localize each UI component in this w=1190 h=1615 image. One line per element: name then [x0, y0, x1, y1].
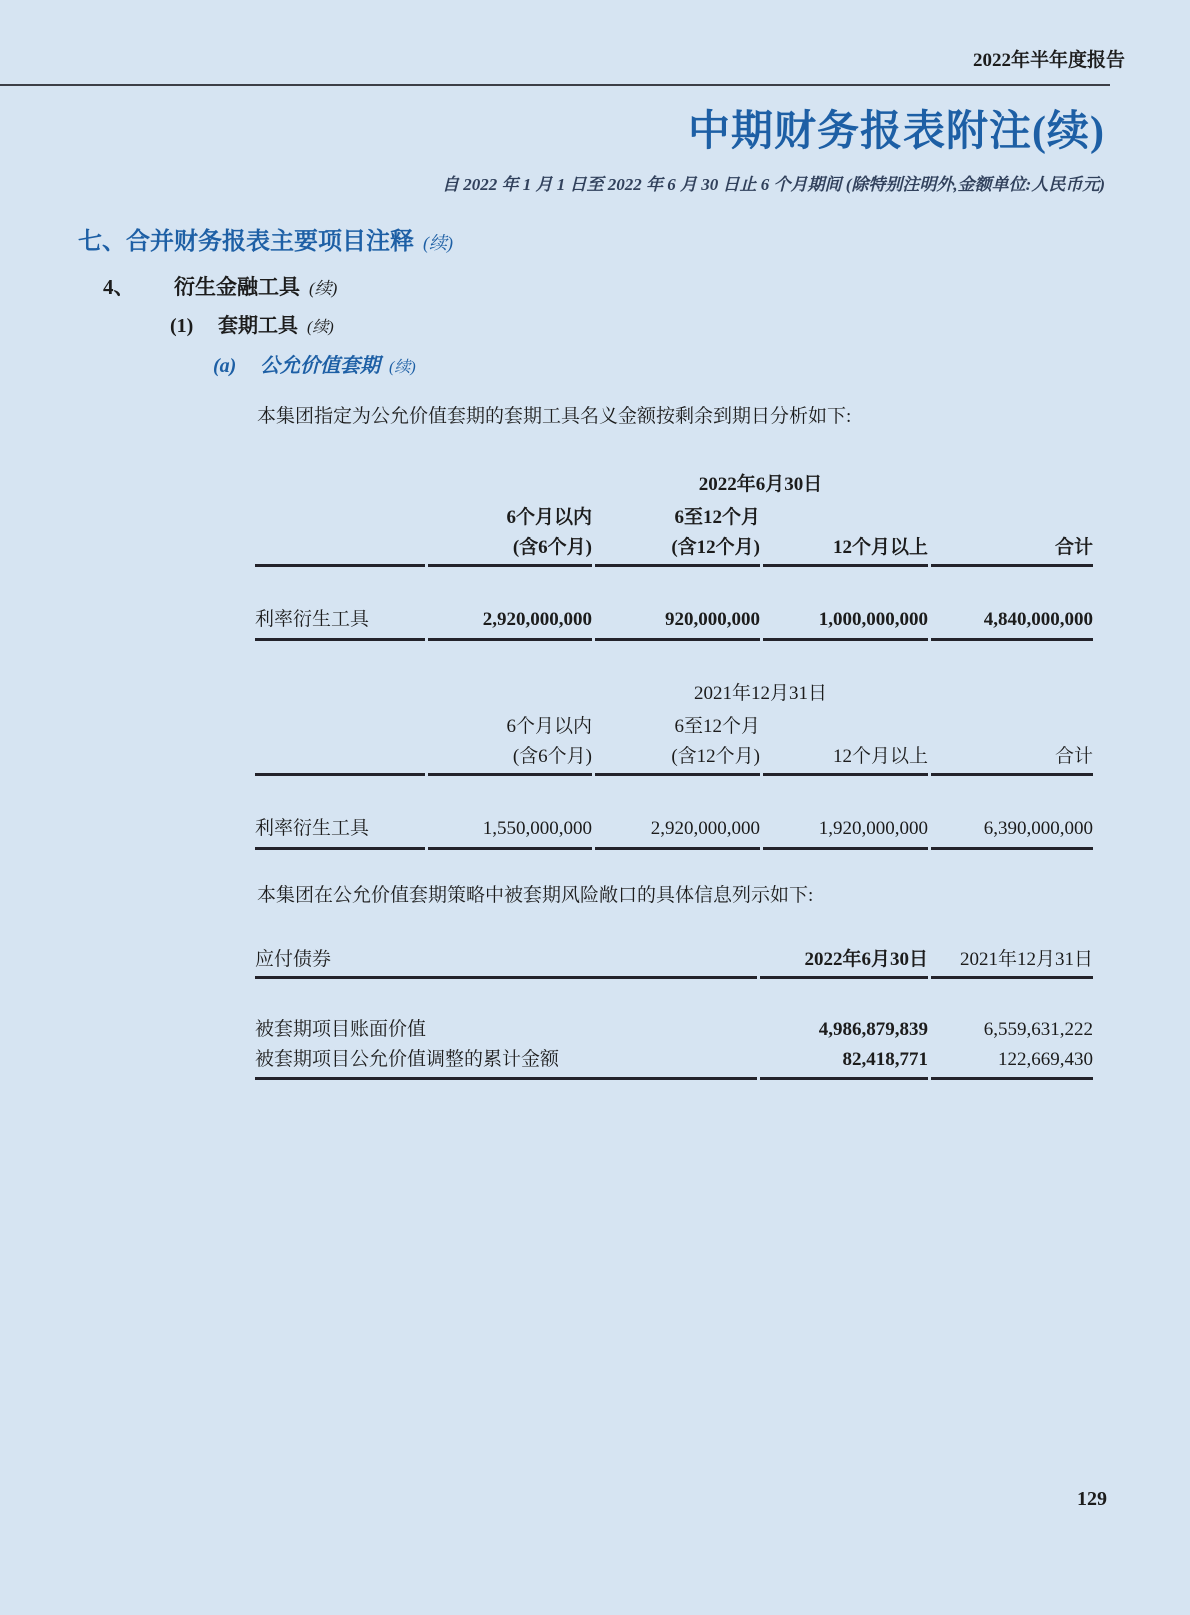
- maturity-table-2022: [255, 474, 1093, 641]
- subsection-heading-text: 衍生金融工具: [174, 275, 300, 299]
- cell-value: 1,550,000,000: [428, 776, 592, 850]
- column-header: 6至12个月: [674, 716, 760, 737]
- column-header: (含12个月): [595, 537, 760, 567]
- cell-value: 6,559,631,222: [983, 1019, 1093, 1040]
- spacer-cell: [255, 716, 425, 738]
- cell-value: 1,000,000,000: [763, 567, 928, 641]
- spacer-cell: [255, 507, 425, 529]
- subsection-heading: [103, 274, 1105, 302]
- row-header: 应付债券: [255, 949, 757, 979]
- spacer-cell: [255, 746, 425, 776]
- section-heading-suffix: (续): [423, 233, 453, 253]
- hedged-exposure-table: [255, 949, 1093, 1080]
- column-header: 12个月以上: [763, 537, 928, 567]
- item-heading-label: (a): [213, 355, 237, 377]
- cell-value: 920,000,000: [595, 567, 760, 641]
- page-title: 中期财务报表附注(续): [688, 109, 1105, 155]
- table-date-header: 2021年12月31日: [693, 683, 827, 704]
- page-number: 129: [1077, 1488, 1107, 1510]
- column-header: [763, 507, 928, 529]
- column-header: [931, 507, 1093, 529]
- column-header: (含6个月): [428, 537, 592, 567]
- column-header: 合计: [931, 746, 1093, 776]
- section-heading-label: 七、: [78, 229, 126, 255]
- cell-value: 6,390,000,000: [931, 776, 1093, 850]
- cell-value: 1,920,000,000: [763, 776, 928, 850]
- column-header: [763, 716, 928, 738]
- column-header-row-2: [255, 537, 1093, 567]
- table-row: [255, 1041, 1093, 1080]
- row-label: 被套期项目账面价值: [255, 1019, 427, 1040]
- table-row: [255, 979, 1093, 1041]
- row-label: 利率衍生工具: [255, 567, 425, 641]
- cell-value: 2,920,000,000: [428, 567, 592, 641]
- row-label: 利率衍生工具: [255, 776, 425, 850]
- exposure-intro-paragraph: 本集团在公允价值套期策略中被套期风险敞口的具体信息列示如下:: [257, 885, 814, 906]
- spacer-cell: [255, 474, 425, 496]
- section-heading: [78, 227, 1105, 258]
- column-header: (含12个月): [595, 746, 760, 776]
- column-header-row-1: [255, 716, 1093, 738]
- column-header: 6至12个月: [674, 507, 760, 528]
- item-heading-text: 公允价值套期: [260, 355, 380, 377]
- spacer-cell: [255, 537, 425, 567]
- cell-value: 82,418,771: [760, 1041, 928, 1080]
- clause-heading-label: (1): [170, 315, 194, 337]
- clause-heading-suffix: (续): [307, 319, 334, 336]
- column-header: 2022年6月30日: [760, 949, 928, 979]
- cell-value: 4,840,000,000: [931, 567, 1093, 641]
- cell-value: 2,920,000,000: [595, 776, 760, 850]
- exposure-header-row: [255, 949, 1093, 979]
- clause-heading-text: 套期工具: [218, 315, 298, 337]
- column-header: 12个月以上: [763, 746, 928, 776]
- subsection-heading-suffix: (续): [309, 279, 338, 298]
- table-row: [255, 567, 1093, 641]
- column-header-row-1: [255, 507, 1093, 529]
- clause-heading: [170, 314, 1105, 340]
- subsection-heading-label: 4、: [103, 275, 135, 299]
- table-row: [255, 776, 1093, 850]
- column-header: 6个月以内: [506, 507, 592, 528]
- section-heading-text: 合并财务报表主要项目注释: [126, 229, 414, 255]
- maturity-table-2021: [255, 683, 1093, 850]
- column-header: [931, 716, 1093, 738]
- table-date-header: 2022年6月30日: [698, 474, 823, 495]
- column-header: 2021年12月31日: [931, 949, 1093, 979]
- header-divider: [0, 84, 1110, 86]
- maturity-intro-paragraph: 本集团指定为公允价值套期的套期工具名义金额按剩余到期日分析如下:: [257, 406, 852, 427]
- column-header: (含6个月): [428, 746, 592, 776]
- table-date-row: [255, 474, 1093, 496]
- running-header: 2022年半年度报告: [972, 50, 1125, 71]
- item-heading: [213, 353, 1105, 381]
- column-header-row-2: [255, 746, 1093, 776]
- table-date-row: [255, 683, 1093, 705]
- row-label: 被套期项目公允价值调整的累计金额: [255, 1041, 757, 1080]
- column-header: 6个月以内: [506, 716, 592, 737]
- column-header: 合计: [931, 537, 1093, 567]
- page-subtitle: 自 2022 年 1 月 1 日至 2022 年 6 月 30 日止 6 个月期间 (除特别注明外,金额单位:人民币元): [442, 175, 1105, 194]
- item-heading-suffix: (续): [389, 359, 416, 376]
- cell-value: 122,669,430: [931, 1041, 1093, 1080]
- cell-value: 4,986,879,839: [818, 1019, 928, 1040]
- spacer-cell: [255, 683, 425, 705]
